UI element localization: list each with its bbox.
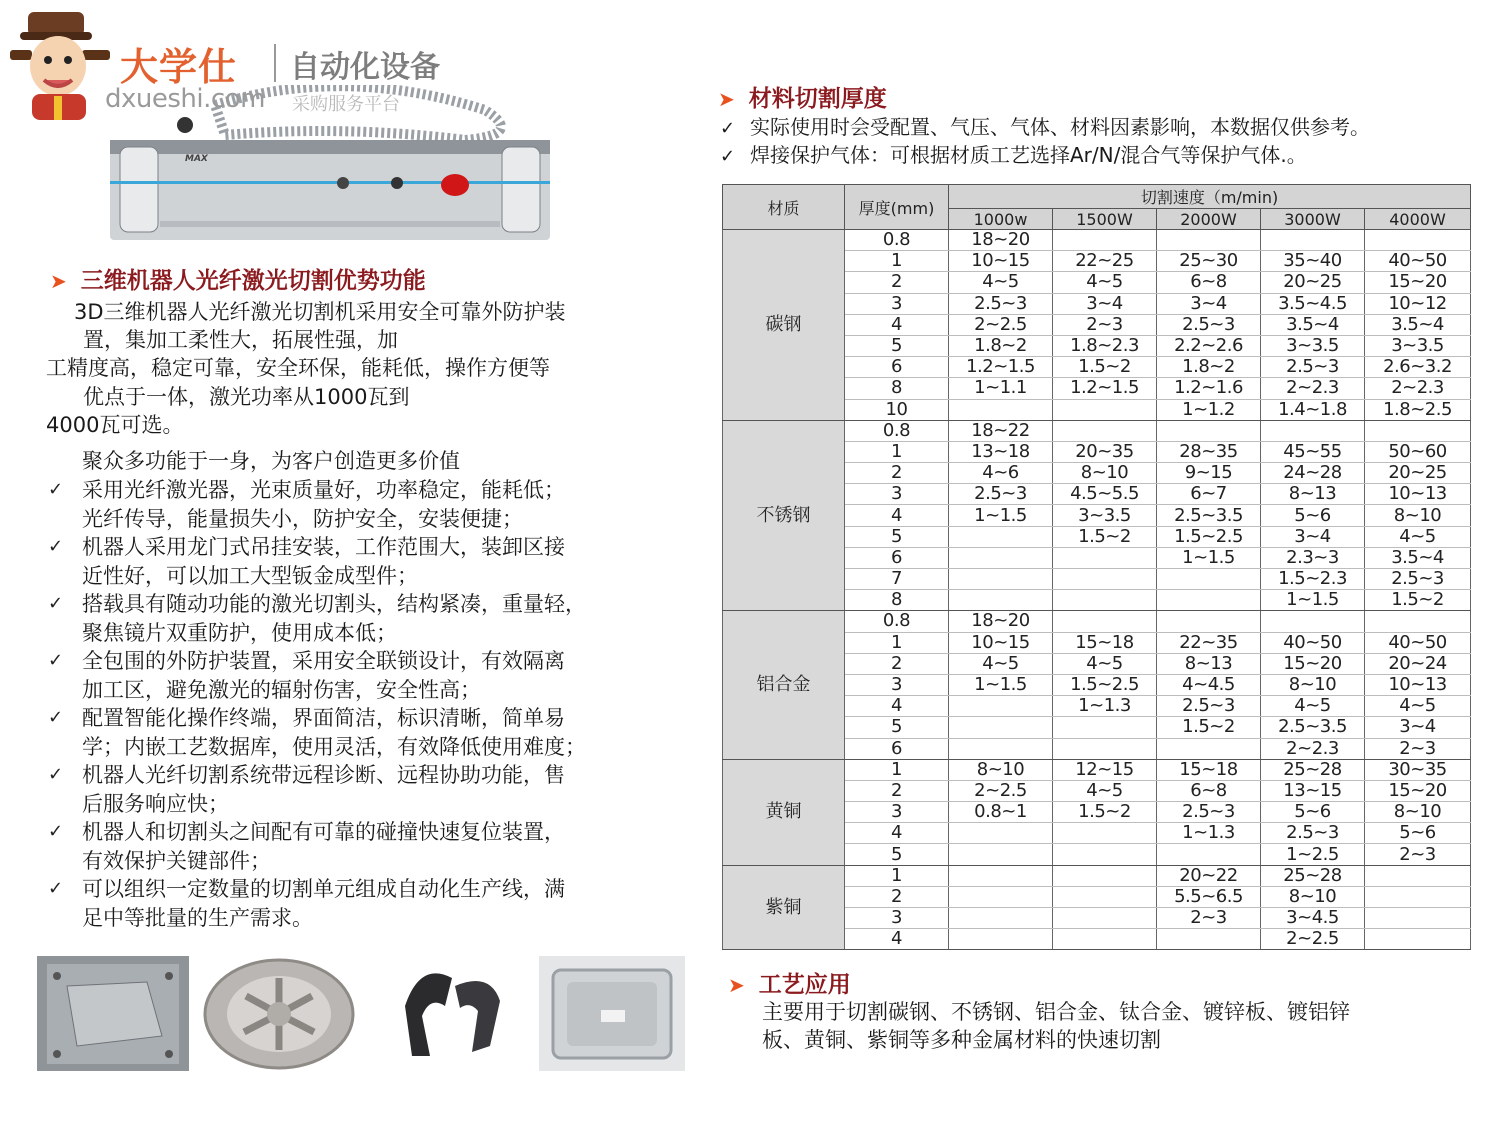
process-line-1: 主要用于切割碳钢、不锈钢、铝合金、钛合金、镀锌板、镀铝锌 (762, 1000, 1350, 1024)
svg-text:MAX: MAX (185, 154, 208, 164)
thickness-cell: 2 (845, 886, 949, 907)
speed-cell: 2.5~3.5 (1157, 505, 1261, 526)
header-power: 2000W (1157, 209, 1261, 230)
thickness-cell: 4 (845, 823, 949, 844)
speed-cell (949, 590, 1053, 611)
speed-cell: 2~2.3 (1261, 378, 1365, 399)
speed-cell (949, 738, 1053, 759)
speed-cell: 1.8~2 (949, 335, 1053, 356)
arrow-icon: ➤ (718, 87, 735, 111)
speed-cell: 1.8~2.3 (1053, 335, 1157, 356)
thickness-section-title: ➤ 材料切割厚度 (718, 86, 887, 112)
speed-cell: 2~3 (1365, 844, 1471, 865)
speed-cell: 4~5 (1053, 780, 1157, 801)
speed-cell: 4~5 (949, 272, 1053, 293)
header-thickness: 厚度(mm) (845, 185, 949, 230)
speed-cell (1053, 611, 1157, 632)
intro-line-4: 优点于一体，激光功率从1000瓦到 (83, 385, 410, 409)
speed-cell (1365, 230, 1471, 251)
advantages-section-title: ➤ 三维机器人光纤激光切割优势功能 (50, 268, 426, 294)
speed-cell: 1.2~1.5 (949, 357, 1053, 378)
thickness-cell: 5 (845, 335, 949, 356)
speed-cell: 1.2~1.6 (1157, 378, 1261, 399)
speed-cell: 2.5~3 (1261, 823, 1365, 844)
thickness-cell: 5 (845, 844, 949, 865)
brand-name: 大学仕 (120, 45, 238, 89)
speed-cell: 2.5~3 (1157, 696, 1261, 717)
speed-cell: 35~40 (1261, 251, 1365, 272)
speed-cell: 1~1.3 (1157, 823, 1261, 844)
speed-cell: 13~15 (1261, 780, 1365, 801)
speed-cell: 20~25 (1261, 272, 1365, 293)
speed-cell: 2.5~3 (1261, 357, 1365, 378)
speed-cell (1053, 590, 1157, 611)
speed-cell: 3~3.5 (1261, 335, 1365, 356)
speed-cell (1053, 823, 1157, 844)
speed-cell: 20~24 (1365, 653, 1471, 674)
speed-cell: 1.5~2 (1053, 802, 1157, 823)
thickness-cell: 4 (845, 314, 949, 335)
thickness-cell: 0.8 (845, 230, 949, 251)
feature-item: ✓ 机器人采用龙门式吊挂安装，工作范围大，装卸区接 近性好，可以加工大型钣金成型件； (48, 533, 668, 590)
speed-cell: 50~60 (1365, 441, 1471, 462)
speed-cell: 8~13 (1261, 484, 1365, 505)
table-row (723, 230, 1471, 251)
table-row (723, 865, 1471, 886)
thickness-cell: 1 (845, 865, 949, 886)
speed-cell: 8~10 (1365, 802, 1471, 823)
speed-cell: 9~15 (1157, 463, 1261, 484)
thickness-cell: 3 (845, 802, 949, 823)
speed-cell (1053, 929, 1157, 950)
speed-cell: 0.8~1 (949, 802, 1053, 823)
speed-cell: 12~15 (1053, 759, 1157, 780)
speed-cell: 2.5~3 (1157, 802, 1261, 823)
speed-cell: 1.5~2 (1365, 590, 1471, 611)
speed-cell: 2.5~3 (949, 484, 1053, 505)
intro-line-1: 3D三维机器人光纤激光切割机采用安全可靠外防护装 (74, 300, 566, 324)
speed-cell: 18~22 (949, 420, 1053, 441)
speed-cell: 10~15 (949, 251, 1053, 272)
speed-cell (1365, 611, 1471, 632)
material-cell: 黄铜 (723, 759, 845, 865)
speed-cell: 4.5~5.5 (1053, 484, 1157, 505)
thickness-cell: 8 (845, 590, 949, 611)
speed-cell: 5.5~6.5 (1157, 886, 1261, 907)
sheet-metal-part-photo (37, 956, 189, 1071)
material-cell: 紫铜 (723, 865, 845, 950)
speed-cell: 6~7 (1157, 484, 1261, 505)
speed-cell (949, 399, 1053, 420)
speed-cell: 20~25 (1365, 463, 1471, 484)
thickness-cell: 0.8 (845, 611, 949, 632)
process-section-title: ➤ 工艺应用 (728, 972, 851, 998)
thickness-cell: 4 (845, 505, 949, 526)
speed-cell: 8~10 (949, 759, 1053, 780)
speed-cell: 1.5~2 (1053, 526, 1157, 547)
thickness-cell: 10 (845, 399, 949, 420)
speed-cell (1365, 929, 1471, 950)
speed-cell: 18~20 (949, 611, 1053, 632)
speed-cell: 22~35 (1157, 632, 1261, 653)
table-body (723, 230, 1471, 950)
speed-cell: 28~35 (1157, 441, 1261, 462)
thickness-cell: 6 (845, 547, 949, 568)
speed-cell (1053, 547, 1157, 568)
speed-cell: 1~1.1 (949, 378, 1053, 399)
speed-cell: 6~8 (1157, 780, 1261, 801)
thickness-cell: 3 (845, 674, 949, 695)
speed-cell (1365, 420, 1471, 441)
brand-url: dxueshi.com (105, 84, 265, 114)
thickness-cell: 1 (845, 632, 949, 653)
speed-cell: 1.2~1.5 (1053, 378, 1157, 399)
speed-cell: 5~6 (1261, 802, 1365, 823)
speed-cell: 2.3~3 (1261, 547, 1365, 568)
thickness-cell: 1 (845, 251, 949, 272)
feature-item: ✓ 全包围的外防护装置，采用安全联锁设计，有效隔离 加工区，避免激光的辐射伤害，安全性高； (48, 647, 668, 704)
header-cutting-speed: 切割速度（m/min) (949, 185, 1471, 209)
process-line-2: 板、黄铜、紫铜等多种金属材料的快速切割 (762, 1028, 1161, 1052)
feature-item: ✓ 采用光纤激光器，光束质量好，功率稳定，能耗低； 光纤传导，能量损失小，防护安全，安装便捷； (48, 476, 668, 533)
speed-cell: 3.5~4 (1261, 314, 1365, 335)
thickness-cell: 7 (845, 569, 949, 590)
speed-cell: 10~13 (1365, 674, 1471, 695)
thickness-cell: 4 (845, 696, 949, 717)
speed-cell: 1.5~2.3 (1261, 569, 1365, 590)
feature-heading: 聚众多功能于一身，为客户创造更多价值 (82, 449, 460, 473)
speed-cell: 3~3.5 (1365, 335, 1471, 356)
speed-cell: 2.2~2.6 (1157, 335, 1261, 356)
check-icon: ✓ (720, 118, 736, 139)
note-line: ✓ 焊接保护气体：可根据材质工艺选择Ar/N/混合气等保护气体.。 (720, 141, 1307, 171)
speed-cell: 20~22 (1157, 865, 1261, 886)
speed-cell: 6~8 (1157, 272, 1261, 293)
speed-cell: 15~20 (1365, 272, 1471, 293)
speed-cell: 24~28 (1261, 463, 1365, 484)
speed-cell (1053, 908, 1157, 929)
speed-cell: 3~4.5 (1261, 908, 1365, 929)
speed-cell (1261, 611, 1365, 632)
speed-cell: 2.6~3.2 (1365, 357, 1471, 378)
speed-cell: 18~20 (949, 230, 1053, 251)
speed-cell: 3~4 (1365, 717, 1471, 738)
speed-cell: 4~5 (1053, 653, 1157, 674)
material-cell: 铝合金 (723, 611, 845, 759)
speed-cell: 10~13 (1365, 484, 1471, 505)
speed-cell: 15~20 (1365, 780, 1471, 801)
brand-tagline: 采购服务平台 (292, 94, 400, 115)
speed-cell (949, 717, 1053, 738)
speed-cell: 5~6 (1261, 505, 1365, 526)
header-power: 1500W (1053, 209, 1157, 230)
speed-cell: 1~2.5 (1261, 844, 1365, 865)
speed-cell: 45~55 (1261, 441, 1365, 462)
speed-cell: 1~1.5 (949, 505, 1053, 526)
speed-cell (1157, 738, 1261, 759)
fender-liner-part-photo (390, 956, 510, 1071)
speed-cell (1053, 738, 1157, 759)
speed-cell: 3~4 (1053, 293, 1157, 314)
table-row (723, 759, 1471, 780)
speed-cell: 1.8~2.5 (1365, 399, 1471, 420)
speed-cell: 20~35 (1053, 441, 1157, 462)
speed-cell (949, 929, 1053, 950)
feature-item: ✓ 可以组织一定数量的切割单元组成自动化生产线，满 足中等批量的生产需求。 (48, 875, 668, 932)
speed-cell: 4~6 (949, 463, 1053, 484)
speed-cell (1157, 611, 1261, 632)
speed-cell: 2.5~3 (949, 293, 1053, 314)
speed-cell (1157, 844, 1261, 865)
speed-cell (949, 696, 1053, 717)
speed-cell: 5~6 (1365, 823, 1471, 844)
material-cell: 不锈钢 (723, 420, 845, 611)
speed-cell (1053, 886, 1157, 907)
header-power: 4000W (1365, 209, 1471, 230)
speed-cell: 13~18 (949, 441, 1053, 462)
speed-cell: 1.5~2.5 (1053, 674, 1157, 695)
speed-cell: 8~10 (1053, 463, 1157, 484)
thickness-cell: 4 (845, 929, 949, 950)
feature-list (48, 476, 668, 932)
feature-item: ✓ 搭载具有随动功能的激光切割头，结构紧凑，重量轻， 聚焦镜片双重防护，使用成本低； (48, 590, 668, 647)
table-row (723, 611, 1471, 632)
speed-cell: 2~2.5 (949, 314, 1053, 335)
speed-cell: 8~13 (1157, 653, 1261, 674)
speed-cell (1157, 569, 1261, 590)
arrow-icon: ➤ (728, 973, 745, 997)
speed-cell: 2~2.3 (1365, 378, 1471, 399)
speed-cell: 1~1.2 (1157, 399, 1261, 420)
speed-cell: 25~28 (1261, 759, 1365, 780)
speed-cell: 2~3 (1053, 314, 1157, 335)
thickness-cell: 3 (845, 293, 949, 314)
speed-cell: 1~1.5 (949, 674, 1053, 695)
speed-cell: 2~2.5 (1261, 929, 1365, 950)
header-material: 材质 (723, 185, 845, 230)
speed-cell: 3.5~4 (1365, 547, 1471, 568)
speed-cell (1365, 908, 1471, 929)
thickness-cell: 1 (845, 759, 949, 780)
speed-cell (1053, 717, 1157, 738)
speed-cell (1261, 230, 1365, 251)
speed-cell (949, 526, 1053, 547)
speed-cell (1365, 865, 1471, 886)
speed-cell: 2~3 (1365, 738, 1471, 759)
intro-line-5: 4000瓦可选。 (46, 413, 184, 437)
speed-cell: 10~15 (949, 632, 1053, 653)
speed-cell: 3.5~4 (1365, 314, 1471, 335)
table-row (723, 420, 1471, 441)
speed-cell (1157, 420, 1261, 441)
speed-cell: 2.5~3.5 (1261, 717, 1365, 738)
thickness-cell: 1 (845, 441, 949, 462)
speed-cell: 15~18 (1053, 632, 1157, 653)
thickness-cell: 5 (845, 526, 949, 547)
speed-cell (949, 865, 1053, 886)
speed-cell (1261, 420, 1365, 441)
speed-cell: 1.5~2.5 (1157, 526, 1261, 547)
speed-cell (1157, 590, 1261, 611)
speed-cell: 40~50 (1261, 632, 1365, 653)
thickness-cell: 0.8 (845, 420, 949, 441)
speed-cell: 1.4~1.8 (1261, 399, 1365, 420)
speed-cell: 3~3.5 (1053, 505, 1157, 526)
speed-cell: 2~2.5 (949, 780, 1053, 801)
speed-cell: 2.5~3 (1157, 314, 1261, 335)
speed-cell (949, 547, 1053, 568)
speed-cell: 4~5 (1365, 696, 1471, 717)
speed-cell: 1~1.3 (1053, 696, 1157, 717)
thickness-cell: 2 (845, 272, 949, 293)
thickness-cell: 3 (845, 908, 949, 929)
speed-cell (1053, 230, 1157, 251)
speed-cell: 2.5~3 (1365, 569, 1471, 590)
header-power: 3000W (1261, 209, 1365, 230)
speed-cell (1157, 929, 1261, 950)
speed-cell: 3~4 (1157, 293, 1261, 314)
thickness-cell: 2 (845, 780, 949, 801)
speed-cell: 8~10 (1261, 886, 1365, 907)
speed-cell (1053, 399, 1157, 420)
vent-disc-part-photo (202, 956, 356, 1071)
speed-cell: 1.8~2 (1157, 357, 1261, 378)
speed-cell: 8~10 (1261, 674, 1365, 695)
speed-cell: 2~3 (1157, 908, 1261, 929)
speed-cell: 4~5 (1261, 696, 1365, 717)
speed-cell: 3~4 (1261, 526, 1365, 547)
thickness-cell: 6 (845, 738, 949, 759)
speed-cell (1053, 844, 1157, 865)
thickness-cell: 2 (845, 463, 949, 484)
speed-cell: 2~2.3 (1261, 738, 1365, 759)
thickness-cell: 2 (845, 653, 949, 674)
thickness-cell: 3 (845, 484, 949, 505)
speed-cell: 1~1.5 (1261, 590, 1365, 611)
speed-cell (949, 886, 1053, 907)
speed-cell: 1.5~2 (1157, 717, 1261, 738)
arrow-icon: ➤ (50, 269, 67, 293)
speed-cell (1365, 886, 1471, 907)
speed-cell: 15~18 (1157, 759, 1261, 780)
intro-line-2: 置，集加工柔性大，拓展性强，加 (83, 328, 398, 352)
speed-cell: 25~28 (1261, 865, 1365, 886)
brand-divider (274, 44, 276, 82)
speed-cell (1053, 865, 1157, 886)
speed-cell (949, 569, 1053, 590)
feature-item: ✓ 机器人光纤切割系统带远程诊断、远程协助功能，售 后服务响应快； (48, 761, 668, 818)
speed-cell (949, 908, 1053, 929)
speed-cell: 1~1.5 (1157, 547, 1261, 568)
speed-cell: 4~5 (1053, 272, 1157, 293)
speed-cell: 15~20 (1261, 653, 1365, 674)
speed-cell (1053, 420, 1157, 441)
brand-subtitle: 自动化设备 (290, 50, 440, 85)
speed-cell: 4~5 (1365, 526, 1471, 547)
speed-cell: 25~30 (1157, 251, 1261, 272)
mascot-logo (10, 10, 120, 122)
speed-cell: 10~12 (1365, 293, 1471, 314)
feature-item: ✓ 配置智能化操作终端，界面简洁，标识清晰，简单易 学；内嵌工艺数据库，使用灵活，有效降低使用难度； (48, 704, 668, 761)
header-power: 1000w (949, 209, 1053, 230)
speed-cell: 22~25 (1053, 251, 1157, 272)
intro-line-3: 工精度高，稳定可靠，安全环保，能耗低，操作方便等 (46, 356, 550, 380)
feature-item: ✓ 机器人和切割头之间配有可靠的碰撞快速复位装置， 有效保护关键部件； (48, 818, 668, 875)
speed-cell: 8~10 (1365, 505, 1471, 526)
speed-cell (949, 844, 1053, 865)
speed-cell: 3.5~4.5 (1261, 293, 1365, 314)
speed-cell: 40~50 (1365, 251, 1471, 272)
speed-cell (1053, 569, 1157, 590)
thickness-cell: 5 (845, 717, 949, 738)
speed-cell: 1.5~2 (1053, 357, 1157, 378)
cutting-thickness-table (722, 184, 1471, 950)
speed-cell: 4~4.5 (1157, 674, 1261, 695)
speed-cell (1157, 230, 1261, 251)
speed-cell: 40~50 (1365, 632, 1471, 653)
speed-cell: 4~5 (949, 653, 1053, 674)
thickness-cell: 6 (845, 357, 949, 378)
panel-part-photo (539, 956, 685, 1071)
speed-cell: 30~35 (1365, 759, 1471, 780)
check-icon: ✓ (720, 146, 736, 167)
material-cell: 碳钢 (723, 230, 845, 421)
speed-cell (949, 823, 1053, 844)
note-line: ✓ 实际使用时会受配置、气压、气体、材料因素影响，本数据仅供参考。 (720, 113, 1370, 143)
thickness-cell: 8 (845, 378, 949, 399)
